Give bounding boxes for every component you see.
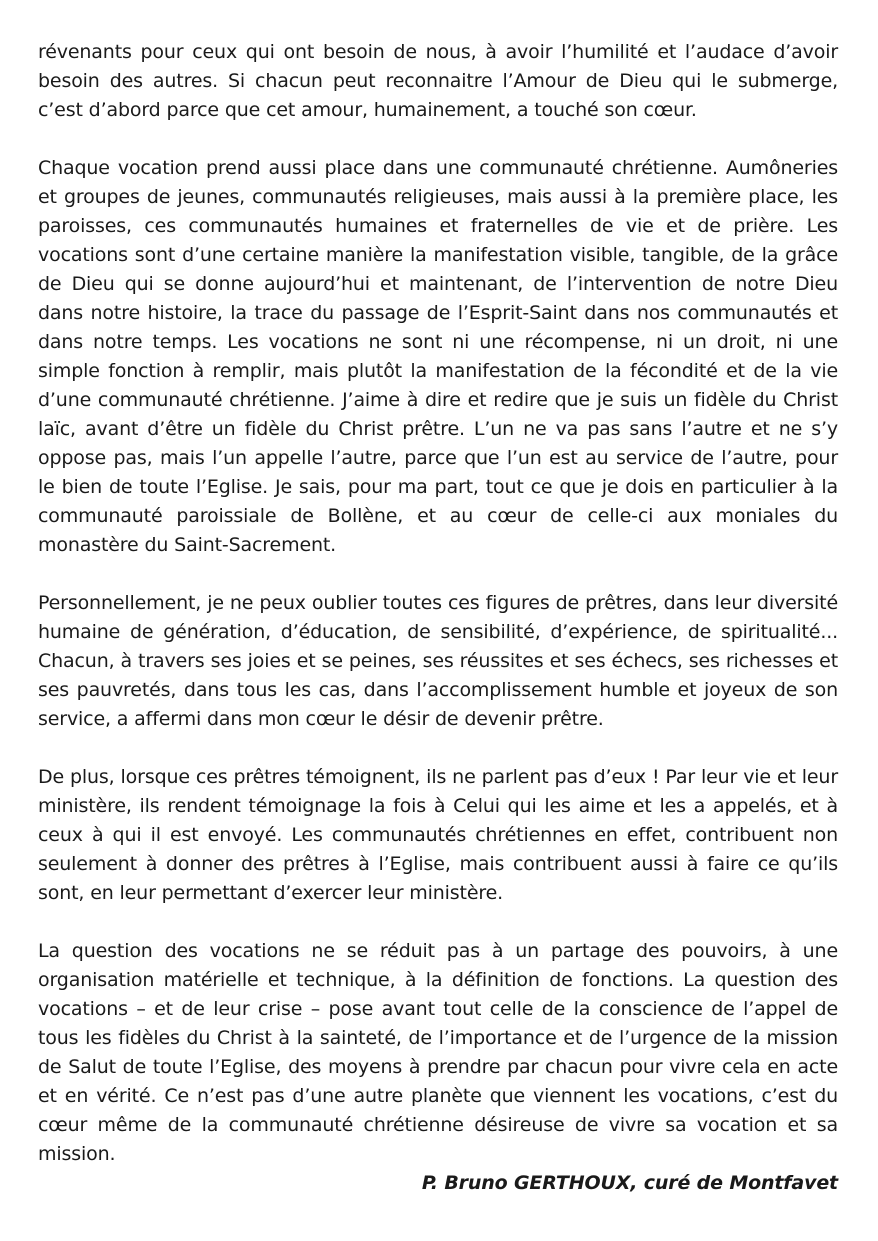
paragraph-1: révenants pour ceux qui ont besoin de nous, à avoir l’humilité et l’audace d’avoir besoin des autres. Si chacun peut reconnaitre l’Amour de Dieu qui le submerge, c’est d’abord parce que cet amour, humainement, a touché son cœur. [38,41,838,121]
paragraph-4: De plus, lorsque ces prêtres témoignent, ils ne parlent pas d’eux ! Par leur vie et leur ministère, ils rendent témoignage la fois à Celui qui les aime et les a appelés, et à ceux à qui il est envoyé. Les communautés chrétiennes en effet, contribuent non seulement à donner des prêtres à l’Eglise, mais contribuent aussi à faire ce qu’ils sont, en leur permettant d’exercer leur ministère. [38,766,838,904]
paragraph-2: Chaque vocation prend aussi place dans une communauté chrétienne. Aumôneries et groupes de jeunes, communautés religieuses, mais aussi à la première place, les paroisses, ces communautés humaines et fraternelles de vie et de prière. Les vocations sont d’une certaine manière la manifestation visible, tangible, de la grâce de Dieu qui se donne aujourd’hui et maintenant, de l’intervention de notre Dieu dans notre histoire, la trace du passage de l’Esprit-Saint dans nos communautés et dans notre temps. Les vocations ne sont ni une récompense, ni un droit, ni une simple fonction à remplir, mais plutôt la manifestation de la fécondité et de la vie d’une communauté chrétienne. J’aime à dire et redire que je suis un fidèle du Christ laïc, avant d’être un fidèle du Christ prêtre. L’un ne va pas sans l’autre et ne s’y oppose pas, mais l’un appelle l’autre, parce que l’un est au service de l’autre, pour le bien de toute l’Eglise. Je sais, pour ma part, tout ce que je dois en particulier à la communauté paroissiale de Bollène, et au cœur de celle-ci aux moniales du monastère du Saint-Sacrement. [38,157,838,556]
document-page [38,38,838,1198]
paragraph-3: Personnellement, je ne peux oublier toutes ces figures de prêtres, dans leur diversité humaine de génération, d’éducation, de sensibilité, d’expérience, de spiritualité... Chacun, à travers ses joies et se peines, ses réussites et ses échecs, ses richesses et ses pauvretés, dans tous les cas, dans l’accomplissement humble et joyeux de son service, a affermi dans mon cœur le désir de devenir prêtre. [38,592,838,730]
paragraph-5: La question des vocations ne se réduit pas à un partage des pouvoirs, à une organisation matérielle et technique, à la définition de fonctions. La question des vocations – et de leur crise – pose avant tout celle de la conscience de l’appel de tous les fidèles du Christ à la sainteté, de l’importance et de l’urgence de la mission de Salut de toute l’Eglise, des moyens à prendre par chacun pour vivre cela en acte et en vérité. Ce n’est pas d’une autre planète que viennent les vocations, c’est du cœur même de la communauté chrétienne désireuse de vivre sa vocation et sa mission. [38,940,838,1165]
author-signature: P. Bruno GERTHOUX, curé de Montfavet [421,1172,838,1194]
